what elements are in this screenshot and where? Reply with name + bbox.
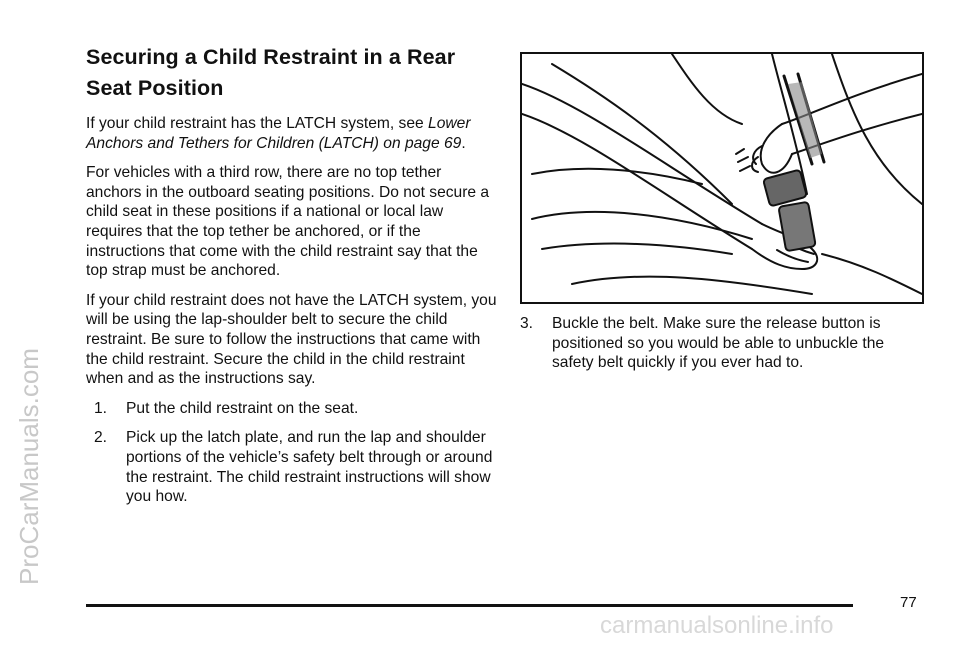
step-text: Pick up the latch plate, and run the lap and shoulder portions of the vehicle’s safety belt through or around the restraint. The child restraint instructions will show you how. xyxy=(126,429,493,506)
right-column xyxy=(520,52,924,383)
left-column xyxy=(86,42,498,517)
latch-reference-paragraph xyxy=(86,114,498,153)
step-2 xyxy=(86,428,498,506)
step-number: 2. xyxy=(94,429,108,447)
footer-rule xyxy=(86,604,853,607)
step-text: Buckle the belt. Make sure the release button is positioned so you would be able to unbuckle the safety belt quickly if you ever had to. xyxy=(552,315,885,372)
third-row-paragraph: For vehicles with a third row, there are no top tether anchors in the outboard seating positions. Do not secure a child seat in these positions if a national or local law requires that the top tether be anchored, or if the instructions that come with the child restraint say that the top strap must be anchored. xyxy=(86,164,490,280)
step-3 xyxy=(520,314,924,373)
step-number: 3. xyxy=(520,315,534,332)
latch-reference-link[interactable]: Lower Anchors and Tethers for Children (LATCH) on page 69 xyxy=(86,115,471,152)
seat-belt-illustration xyxy=(520,52,924,304)
step-number: 1. xyxy=(94,399,108,417)
watermark-text: ProCarManuals.com xyxy=(14,348,44,585)
latch-reference-suffix: . xyxy=(461,134,466,152)
footer-watermark: carmanualsonline.info xyxy=(600,612,834,639)
latch-reference-prefix: If your child restraint has the LATCH system, see xyxy=(86,115,424,132)
watermark xyxy=(8,0,48,640)
step-text: Put the child restraint on the seat. xyxy=(126,399,359,417)
page-number: 77 xyxy=(900,594,917,611)
step-1 xyxy=(86,399,498,419)
lap-shoulder-paragraph: If your child restraint does not have the LATCH system, you will be using the lap-shoulder belt to secure the child restraint. Be sure to follow the instructions that came with the child restraint. Secure the child in the child restraint when and as the instructions say. xyxy=(86,291,497,388)
buckling-belt-drawing xyxy=(522,54,922,302)
page-title: Securing a Child Restraint in a Rear Seat Position xyxy=(86,45,456,100)
